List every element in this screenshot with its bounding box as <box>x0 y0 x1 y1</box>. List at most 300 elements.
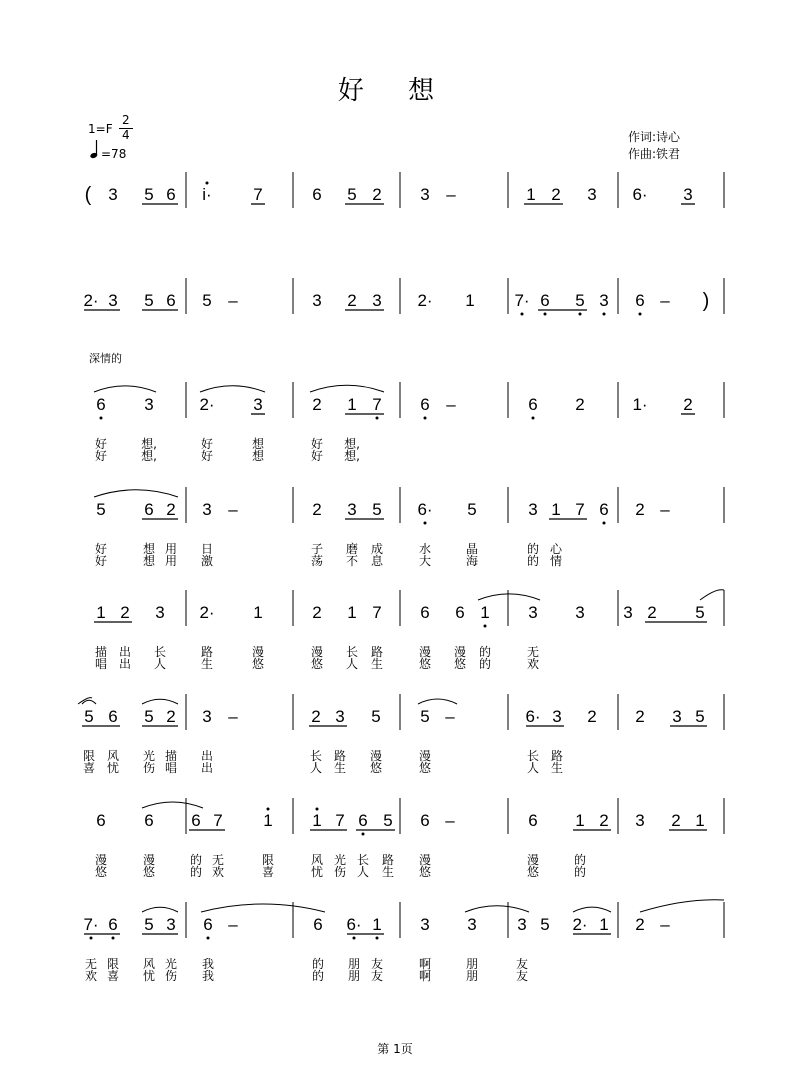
lyric-line-1: 心 <box>549 542 563 556</box>
slur <box>478 594 540 600</box>
note: 1 <box>96 603 106 622</box>
note: 2 <box>312 395 322 414</box>
note: 1 <box>695 811 705 830</box>
high-octave-dot <box>316 808 319 811</box>
tie-continuation <box>700 590 724 600</box>
lyric-line-1: 路 <box>370 645 384 659</box>
lyric-line-2: 我 <box>201 969 215 983</box>
lyric-line-2: 悠 <box>418 865 432 879</box>
slur <box>94 386 156 392</box>
note-dash: – <box>660 500 670 519</box>
lyric-line-1: 出 <box>200 749 214 763</box>
lyric-line-2: 生 <box>370 657 384 671</box>
lyric-line-2: 欢 <box>211 865 225 879</box>
note: 2 <box>551 185 561 204</box>
lyric-line-2: 荡 <box>310 554 324 568</box>
lyric-line-1: 友 <box>515 957 529 971</box>
expression-marking: 深情的 <box>89 352 122 365</box>
note: 1 <box>253 603 263 622</box>
note: 2 <box>372 185 382 204</box>
lyric-line-2: 悠 <box>251 657 265 671</box>
note: 3 <box>420 185 430 204</box>
lyric-line-1: 想 <box>251 437 265 451</box>
low-octave-dot <box>112 937 115 940</box>
lyric-line-1: 好 <box>310 437 324 451</box>
lyric-line-2: 的 <box>573 865 587 879</box>
lyric-line-2: 生 <box>333 761 347 775</box>
note: 5 <box>202 291 212 310</box>
lyric-line-2: 悠 <box>94 865 108 879</box>
slur <box>465 906 529 912</box>
note-dash: – <box>445 811 455 830</box>
composer-credit: 作曲:铁君 <box>628 147 681 161</box>
note: 6 <box>528 811 538 830</box>
lyric-line-1: 的 <box>573 853 587 867</box>
lyric-line-2: 悠 <box>142 865 156 879</box>
lyric-line-1: 漫 <box>418 749 432 763</box>
lyric-line-1: 的 <box>478 645 492 659</box>
note: 5 <box>371 707 381 726</box>
lyric-line-1: 水 <box>418 542 432 556</box>
lyric-line-1: 长 <box>309 749 323 763</box>
lyric-line-1: 的 <box>311 957 325 971</box>
note: 2 <box>635 500 645 519</box>
note-dash: – <box>445 707 455 726</box>
lyric-line-1: 啊 <box>418 957 432 971</box>
note: 6 <box>420 395 430 414</box>
note: 7· <box>514 291 530 310</box>
note: 6· <box>525 707 541 726</box>
lyric-line-1: 磨 <box>345 542 359 556</box>
lyric-line-1: 描 <box>94 645 108 659</box>
slur <box>82 700 96 704</box>
lyric-line-2: 好 <box>94 554 108 568</box>
note: 1 <box>599 915 609 934</box>
lyric-line-2: 伤 <box>142 761 156 775</box>
lyric-line-2: 忧 <box>106 761 120 775</box>
low-octave-dot <box>639 313 642 316</box>
note: 3 <box>335 707 345 726</box>
open-paren: ( <box>84 184 92 206</box>
note: 5 <box>575 291 585 310</box>
note: 6 <box>540 291 550 310</box>
note: 6 <box>108 707 118 726</box>
note: 3 <box>683 185 693 204</box>
lyric-line-1: 限 <box>261 853 275 867</box>
lyric-line-1: 漫 <box>251 645 265 659</box>
low-octave-dot <box>353 937 356 940</box>
lyric-line-2: 伤 <box>164 969 178 983</box>
lyric-line-2: 朋 <box>347 969 361 983</box>
song-title: 好 想 <box>337 76 453 106</box>
lyricist-credit: 作词:诗心 <box>628 130 681 144</box>
low-octave-dot <box>579 313 582 316</box>
note: 1 <box>372 915 382 934</box>
low-octave-dot <box>362 833 365 836</box>
note: 2 <box>120 603 130 622</box>
note: 5 <box>420 707 430 726</box>
note: 3 <box>528 500 538 519</box>
low-octave-dot <box>100 417 103 420</box>
lyric-line-1: 限 <box>82 749 96 763</box>
lyric-line-1: 路 <box>550 749 564 763</box>
note: 3 <box>347 500 357 519</box>
lyric-line-1: 长 <box>153 645 167 659</box>
lyric-line-1: 光 <box>164 957 178 971</box>
note: 2 <box>166 500 176 519</box>
lyric-line-2: 生 <box>200 657 214 671</box>
lyric-line-1: 漫 <box>94 853 108 867</box>
lyric-line-1: 路 <box>200 645 214 659</box>
note: 2 <box>312 603 322 622</box>
note: 1 <box>312 811 322 830</box>
note: 1 <box>480 603 490 622</box>
lyric-line-2: 朋 <box>465 969 479 983</box>
high-octave-dot <box>267 808 270 811</box>
note: 2 <box>312 500 322 519</box>
lyric-line-2: 好 <box>310 449 324 463</box>
note: 1 <box>347 603 357 622</box>
low-octave-dot <box>484 625 487 628</box>
note: 5 <box>695 707 705 726</box>
lyric-line-2: 出 <box>200 761 214 775</box>
page-number: 第 1页 <box>377 1042 413 1056</box>
note-dash: – <box>660 291 670 310</box>
lyric-line-1: 无 <box>211 853 225 867</box>
note: 1 <box>263 811 273 830</box>
lyric-line-1: 的 <box>526 542 540 556</box>
lyric-line-1: 朋 <box>465 957 479 971</box>
lyric-line-2: 激 <box>200 554 214 568</box>
lyric-line-1: 日 <box>200 542 214 556</box>
note: 3 <box>552 707 562 726</box>
lyric-line-1: 风 <box>142 957 156 971</box>
lyric-line-1: 子 <box>310 542 324 556</box>
lyric-line-1: 漫 <box>526 853 540 867</box>
note: 2· <box>83 291 99 310</box>
key-signature: 1=F <box>88 122 113 136</box>
lyric-line-2: 的 <box>311 969 325 983</box>
tempo-marking: =78 <box>101 147 127 161</box>
note: 6 <box>144 500 154 519</box>
lyric-line-1: 路 <box>381 853 395 867</box>
note: 3 <box>587 185 597 204</box>
note: 2 <box>166 707 176 726</box>
lyric-line-1: 晶 <box>465 542 479 556</box>
high-octave-dot <box>206 182 209 185</box>
note: 6 <box>528 395 538 414</box>
lyric-line-2: 喜 <box>82 761 96 775</box>
time-signature-top: 2 <box>122 113 130 127</box>
note: 1 <box>526 185 536 204</box>
low-octave-dot <box>603 522 606 525</box>
note: 2 <box>311 707 321 726</box>
lyric-line-1: 漫 <box>418 645 432 659</box>
time-signature-bottom: 4 <box>122 128 130 142</box>
lyric-line-1: 我 <box>201 957 215 971</box>
note: 6 <box>144 811 154 830</box>
lyric-line-1: 好 <box>94 542 108 556</box>
note-dash: – <box>228 500 238 519</box>
note: 5 <box>540 915 550 934</box>
note: 2 <box>635 707 645 726</box>
note: 3 <box>575 603 585 622</box>
note: 3 <box>144 395 154 414</box>
note: 6 <box>108 915 118 934</box>
lyric-line-2: 悠 <box>526 865 540 879</box>
note: 3 <box>623 603 633 622</box>
lyric-line-2: 人 <box>153 657 167 671</box>
note: 6 <box>96 395 106 414</box>
lyric-line-1: 想, <box>344 437 360 451</box>
lyric-line-1: 漫 <box>142 853 156 867</box>
lyric-line-2: 想, <box>141 449 157 463</box>
note: 1 <box>347 395 357 414</box>
lyric-line-2: 的 <box>526 554 540 568</box>
lyric-line-2: 悠 <box>310 657 324 671</box>
note: 6 <box>635 291 645 310</box>
low-octave-dot <box>424 417 427 420</box>
lyric-line-2: 伤 <box>333 865 347 879</box>
note: 7· <box>83 915 99 934</box>
lyric-line-2: 啊 <box>418 969 432 983</box>
note: 6· <box>417 500 433 519</box>
note: 5 <box>383 811 393 830</box>
lyric-line-2: 生 <box>381 865 395 879</box>
note-dash: – <box>228 291 238 310</box>
lyric-line-1: 风 <box>106 749 120 763</box>
lyric-line-2: 好 <box>94 449 108 463</box>
lyric-line-2: 人 <box>345 657 359 671</box>
note: 2 <box>599 811 609 830</box>
note: 2 <box>587 707 597 726</box>
lyric-line-1: 漫 <box>310 645 324 659</box>
lyric-line-1: 用 <box>164 542 178 556</box>
note: 3 <box>635 811 645 830</box>
lyric-line-2: 想, <box>344 449 360 463</box>
low-octave-dot <box>376 937 379 940</box>
low-octave-dot <box>207 937 210 940</box>
lyric-line-2: 欢 <box>84 969 98 983</box>
lyric-line-2: 的 <box>478 657 492 671</box>
lyric-line-2: 海 <box>465 554 479 568</box>
note: i· <box>202 185 212 204</box>
note: 3 <box>155 603 165 622</box>
note: 3 <box>517 915 527 934</box>
note: 2 <box>347 291 357 310</box>
note-dash: – <box>228 707 238 726</box>
note: 1 <box>551 500 561 519</box>
lyric-line-2: 悠 <box>418 761 432 775</box>
lyric-line-1: 成 <box>370 542 384 556</box>
slur <box>201 904 325 912</box>
lyric-line-1: 长 <box>345 645 359 659</box>
slur <box>142 699 178 704</box>
note: 6 <box>96 811 106 830</box>
slur <box>142 907 178 912</box>
note: 3 <box>202 707 212 726</box>
note: 6 <box>166 185 176 204</box>
low-octave-dot <box>424 522 427 525</box>
low-octave-dot <box>544 313 547 316</box>
lyric-line-2: 人 <box>309 761 323 775</box>
low-octave-dot <box>90 937 93 940</box>
note: 3 <box>166 915 176 934</box>
note: 2· <box>572 915 588 934</box>
note: 3 <box>672 707 682 726</box>
lyric-line-2: 人 <box>526 761 540 775</box>
note-dash: – <box>660 915 670 934</box>
note: 5 <box>144 291 154 310</box>
slur <box>310 385 384 392</box>
note: 5 <box>144 915 154 934</box>
note: 7 <box>335 811 345 830</box>
lyric-line-1: 无 <box>84 957 98 971</box>
lyric-line-1: 光 <box>333 853 347 867</box>
note: 3 <box>467 915 477 934</box>
note: 6 <box>312 185 322 204</box>
note: 3 <box>312 291 322 310</box>
note-dash: – <box>446 395 456 414</box>
note: 5 <box>96 500 106 519</box>
lyric-line-2: 喜 <box>106 969 120 983</box>
lyric-line-1: 描 <box>164 749 178 763</box>
note: 6· <box>346 915 362 934</box>
lyric-line-2: 想 <box>251 449 265 463</box>
note: 7 <box>575 500 585 519</box>
lyric-line-2: 喜 <box>261 865 275 879</box>
lyric-line-1: 好 <box>94 437 108 451</box>
note: 2· <box>199 603 215 622</box>
note: 2 <box>647 603 657 622</box>
note: 5 <box>372 500 382 519</box>
note: 3 <box>599 291 609 310</box>
note: 2 <box>575 395 585 414</box>
note: 5 <box>144 707 154 726</box>
lyric-line-2: 的 <box>189 865 203 879</box>
note: 6 <box>166 291 176 310</box>
note: 6· <box>632 185 648 204</box>
slur <box>418 699 457 704</box>
lyric-line-1: 漫 <box>369 749 383 763</box>
lyric-line-1: 出 <box>118 645 132 659</box>
note: 6 <box>455 603 465 622</box>
lyric-line-1: 想, <box>141 437 157 451</box>
slur <box>573 907 611 912</box>
lyric-line-1: 漫 <box>418 853 432 867</box>
note: 5 <box>467 500 477 519</box>
note: 3 <box>253 395 263 414</box>
note: 5 <box>84 707 94 726</box>
lyric-line-2: 悠 <box>369 761 383 775</box>
note-dash: – <box>228 915 238 934</box>
note: 3 <box>108 291 118 310</box>
note: 3 <box>420 915 430 934</box>
note: 6 <box>203 915 213 934</box>
note: 6 <box>599 500 609 519</box>
lyric-line-1: 朋 <box>347 957 361 971</box>
lyric-line-1: 风 <box>310 853 324 867</box>
lyric-line-2: 好 <box>200 449 214 463</box>
lyric-line-2: 唱 <box>164 761 178 775</box>
note: 5 <box>347 185 357 204</box>
lyric-line-2: 想 <box>142 554 156 568</box>
lyric-line-1: 的 <box>189 853 203 867</box>
tie-continuation <box>640 900 724 912</box>
note: 6 <box>420 603 430 622</box>
note: 2 <box>671 811 681 830</box>
note-dash: – <box>446 185 456 204</box>
lyric-line-2: 唱 <box>94 657 108 671</box>
lyric-line-1: 限 <box>106 957 120 971</box>
note: 1 <box>575 811 585 830</box>
lyric-line-1: 漫 <box>453 645 467 659</box>
slur <box>200 386 265 392</box>
note: 2· <box>417 291 433 310</box>
note: 1· <box>632 395 648 414</box>
note: 6 <box>358 811 368 830</box>
lyric-line-2: 悠 <box>418 657 432 671</box>
lyric-line-2: 情 <box>549 554 563 568</box>
low-octave-dot <box>376 417 379 420</box>
lyric-line-2: 忧 <box>310 865 324 879</box>
lyric-line-1: 长 <box>356 853 370 867</box>
note: 3 <box>372 291 382 310</box>
lyric-line-2: 用 <box>164 554 178 568</box>
lyric-line-2: 人 <box>356 865 370 879</box>
lyric-line-2: 欢 <box>526 657 540 671</box>
note: 5 <box>695 603 705 622</box>
note: 1 <box>465 291 475 310</box>
lyric-line-1: 光 <box>142 749 156 763</box>
lyric-line-2: 出 <box>118 657 132 671</box>
note: 6 <box>420 811 430 830</box>
close-paren: ) <box>702 290 710 312</box>
note: 7 <box>372 395 382 414</box>
note: 3 <box>528 603 538 622</box>
lyric-line-2: 友 <box>370 969 384 983</box>
lyric-line-1: 想 <box>142 542 156 556</box>
lyric-line-2: 大 <box>418 554 432 568</box>
lyric-line-1: 路 <box>333 749 347 763</box>
lyric-line-1: 长 <box>526 749 540 763</box>
slur <box>94 490 178 497</box>
lyric-line-1: 友 <box>370 957 384 971</box>
note: 7 <box>213 811 223 830</box>
note: 2 <box>683 395 693 414</box>
note: 7 <box>253 185 263 204</box>
lyric-line-2: 生 <box>550 761 564 775</box>
note: 6 <box>191 811 201 830</box>
slur <box>142 802 203 808</box>
lyric-line-1: 好 <box>200 437 214 451</box>
low-octave-dot <box>532 417 535 420</box>
low-octave-dot <box>603 313 606 316</box>
note: 2· <box>199 395 215 414</box>
note: 3 <box>202 500 212 519</box>
lyric-line-2: 友 <box>515 969 529 983</box>
lyric-line-2: 悠 <box>453 657 467 671</box>
lyric-line-2: 息 <box>370 554 384 568</box>
low-octave-dot <box>521 313 524 316</box>
note: 6 <box>313 915 323 934</box>
lyric-line-1: 无 <box>526 645 540 659</box>
lyric-line-2: 忧 <box>142 969 156 983</box>
note: 5 <box>144 185 154 204</box>
lyric-line-2: 不 <box>345 554 359 568</box>
note: 3 <box>108 185 118 204</box>
note: 2 <box>635 915 645 934</box>
